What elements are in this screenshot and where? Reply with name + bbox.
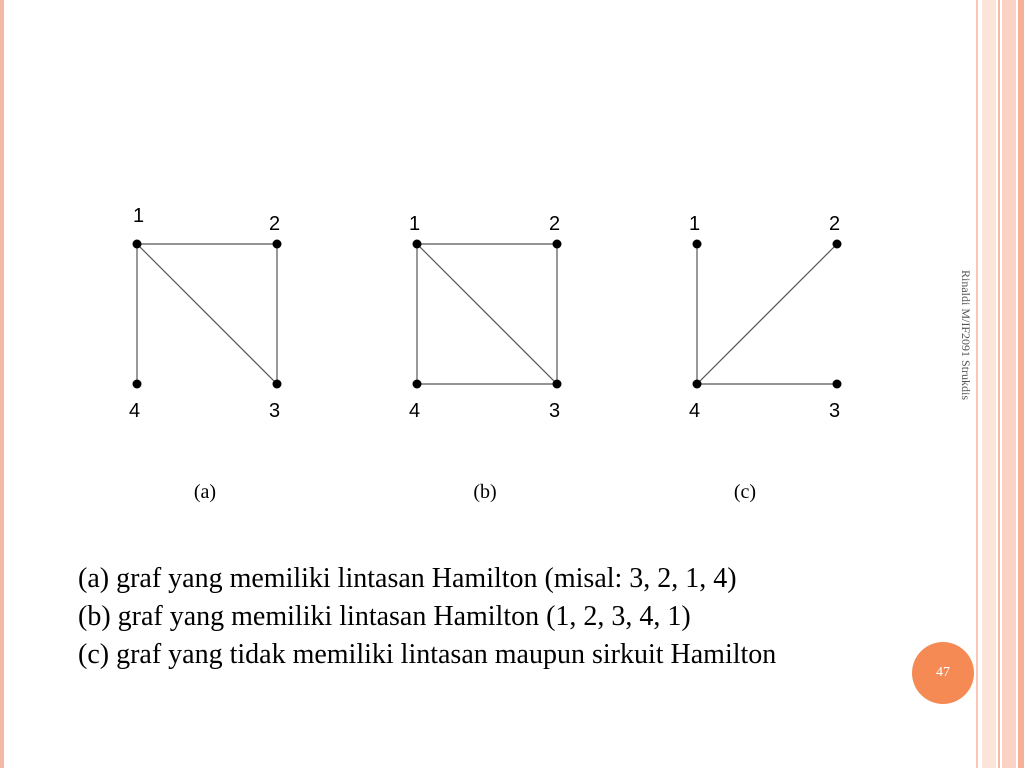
vertex-1 xyxy=(693,240,702,249)
vertex-1 xyxy=(133,240,142,249)
side-note: Rinaldi M/IF2091 Strukdis xyxy=(959,270,973,401)
vertex-label-3: 3 xyxy=(829,400,841,422)
vertex-2 xyxy=(273,240,282,249)
vertex-4 xyxy=(133,380,142,389)
vertex-3 xyxy=(833,380,842,389)
description-line-a: (a) graf yang memiliki lintasan Hamilton (misal: 3, 2, 1, 4) xyxy=(78,563,737,594)
graph-caption: (a) xyxy=(193,481,217,503)
graph-c xyxy=(689,213,842,503)
edge-4-2 xyxy=(697,244,837,384)
vertex-1 xyxy=(413,240,422,249)
edge-1-3 xyxy=(137,244,277,384)
graph-caption: (c) xyxy=(733,481,757,503)
vertex-label-1: 1 xyxy=(409,213,421,235)
graph-b xyxy=(409,213,562,503)
graph-a xyxy=(129,205,282,503)
vertex-label-3: 3 xyxy=(269,400,281,422)
description-text xyxy=(78,560,1008,674)
vertex-label-4: 4 xyxy=(409,400,421,422)
vertex-label-1: 1 xyxy=(133,205,145,227)
graphs-group xyxy=(129,205,842,503)
vertex-label-4: 4 xyxy=(689,400,701,422)
description-line-c: (c) graf yang tidak memiliki lintasan maupun sirkuit Hamilton xyxy=(78,639,777,670)
vertex-2 xyxy=(833,240,842,249)
vertex-label-2: 2 xyxy=(549,213,561,235)
vertex-label-4: 4 xyxy=(129,400,141,422)
vertex-label-3: 3 xyxy=(549,400,561,422)
page-number-badge: 47 xyxy=(912,642,974,704)
vertex-2 xyxy=(553,240,562,249)
vertex-3 xyxy=(273,380,282,389)
vertex-label-2: 2 xyxy=(829,213,841,235)
vertex-4 xyxy=(693,380,702,389)
vertex-label-2: 2 xyxy=(269,213,281,235)
vertex-4 xyxy=(413,380,422,389)
vertex-3 xyxy=(553,380,562,389)
description-line-b: (b) graf yang memiliki lintasan Hamilton (1, 2, 3, 4, 1) xyxy=(78,601,691,632)
vertex-label-1: 1 xyxy=(689,213,701,235)
edge-1-3 xyxy=(417,244,557,384)
graph-caption: (b) xyxy=(473,481,497,503)
